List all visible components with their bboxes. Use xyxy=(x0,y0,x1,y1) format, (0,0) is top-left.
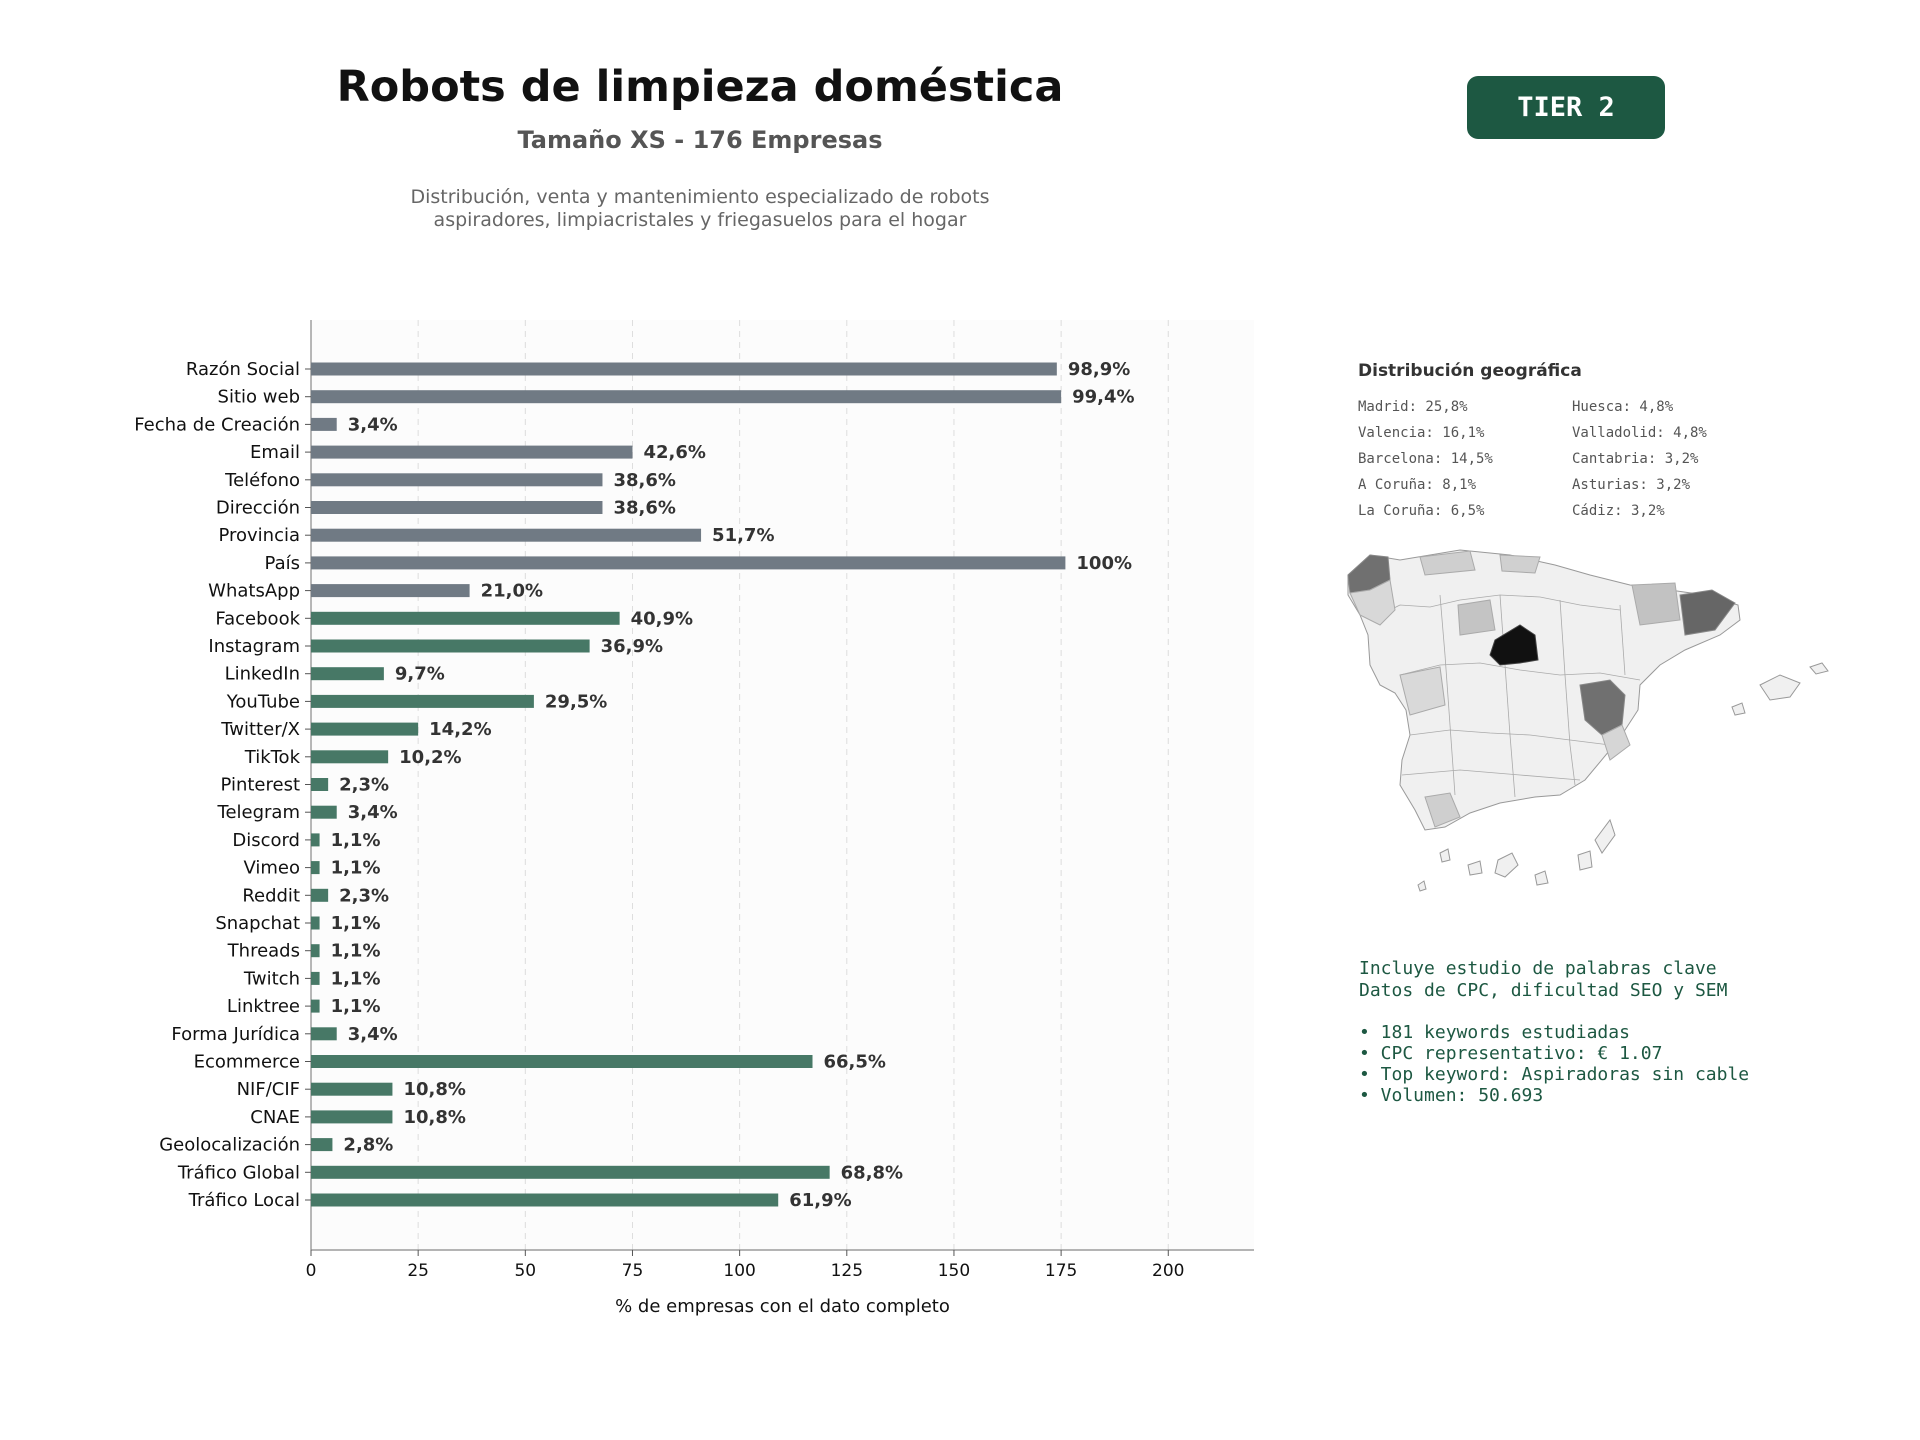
x-tick-label: 150 xyxy=(937,1261,971,1281)
tier-badge: TIER 2 xyxy=(1467,76,1665,139)
category-label: Instagram xyxy=(208,636,300,657)
category-label: Forma Jurídica xyxy=(171,1023,300,1045)
keywords-bullet: • Volumen: 50.693 xyxy=(1359,1085,1544,1106)
category-label: Discord xyxy=(232,829,300,851)
category-label: TikTok xyxy=(244,746,300,768)
data-label: 3,4% xyxy=(347,1023,398,1045)
page-subtitle: Tamaño XS - 176 Empresas xyxy=(517,126,883,154)
data-label: 3,4% xyxy=(347,414,398,436)
spain-map xyxy=(1340,535,1850,905)
map-region-cantabria xyxy=(1500,555,1540,573)
category-label: Facebook xyxy=(215,608,300,630)
bar xyxy=(311,529,701,542)
data-label: 3,4% xyxy=(347,802,398,824)
category-label: Snapchat xyxy=(215,913,300,934)
category-label: Twitch xyxy=(243,968,300,990)
category-label: Razón Social xyxy=(185,359,300,380)
geo-item-left: Valencia: 16,1% xyxy=(1358,425,1485,441)
data-label: 99,4% xyxy=(1072,386,1135,408)
category-label: Pinterest xyxy=(220,774,300,796)
category-label: Reddit xyxy=(242,885,300,907)
bar xyxy=(311,1027,337,1040)
data-label: 21,0% xyxy=(480,580,544,602)
data-label: 36,9% xyxy=(600,636,664,657)
data-label: 2,3% xyxy=(339,885,390,907)
data-label: 98,9% xyxy=(1067,359,1131,380)
bar xyxy=(311,1138,332,1151)
bar xyxy=(311,1166,830,1179)
category-label: Sitio web xyxy=(217,386,300,408)
x-tick-label: 200 xyxy=(1152,1261,1185,1281)
data-label: 1,1% xyxy=(330,996,381,1018)
data-label: 9,7% xyxy=(394,663,445,685)
bar xyxy=(311,972,320,985)
data-label: 66,5% xyxy=(823,1051,886,1073)
category-label: Telegram xyxy=(217,802,300,824)
bar xyxy=(311,667,384,680)
category-label: YouTube xyxy=(226,691,300,713)
category-label: CNAE xyxy=(250,1106,300,1128)
bar xyxy=(311,1110,392,1123)
data-label: 1,1% xyxy=(330,940,381,962)
bar xyxy=(311,806,337,819)
category-label: Ecommerce xyxy=(193,1051,300,1073)
data-label: 61,9% xyxy=(789,1190,852,1211)
map-region-huesca xyxy=(1632,583,1680,625)
category-label: Fecha de Creación xyxy=(134,414,300,436)
x-axis-label: % de empresas con el dato completo xyxy=(615,1296,950,1317)
map-balearics xyxy=(1760,675,1800,700)
bar xyxy=(311,750,388,763)
bar xyxy=(311,861,320,874)
data-label: 10,8% xyxy=(403,1106,466,1128)
bar xyxy=(311,944,320,957)
category-label: Teléfono xyxy=(225,469,300,491)
bar xyxy=(311,1194,778,1207)
bar xyxy=(311,1055,813,1068)
x-tick-label: 125 xyxy=(830,1261,864,1281)
category-label: LinkedIn xyxy=(224,663,300,685)
data-label: 1,1% xyxy=(330,913,381,934)
category-label: Vimeo xyxy=(243,857,300,879)
map-canaries xyxy=(1418,820,1615,891)
category-label: Geolocalización xyxy=(159,1134,300,1156)
category-label: Dirección xyxy=(215,497,300,519)
bar xyxy=(311,501,602,514)
bar xyxy=(311,723,418,736)
bar xyxy=(311,889,328,902)
bar xyxy=(311,418,337,431)
bar xyxy=(311,584,470,597)
category-label: Threads xyxy=(227,940,300,962)
category-label: WhatsApp xyxy=(208,580,300,602)
x-tick-label: 50 xyxy=(514,1261,537,1281)
x-tick-label: 0 xyxy=(305,1261,317,1281)
description-line-1: Distribución, venta y mantenimiento especializado de robots xyxy=(410,186,990,208)
bar xyxy=(311,1000,320,1013)
bar xyxy=(311,446,632,459)
bar xyxy=(311,390,1061,403)
geo-item-right: Cádiz: 3,2% xyxy=(1572,503,1665,519)
data-label: 68,8% xyxy=(840,1162,904,1184)
data-label: 10,8% xyxy=(403,1079,466,1101)
geo-item-right: Cantabria: 3,2% xyxy=(1572,451,1699,467)
category-label: Twitter/X xyxy=(221,719,300,741)
keywords-bullet: • 181 keywords estudiadas xyxy=(1359,1022,1630,1043)
bar xyxy=(311,363,1057,376)
x-tick-label: 100 xyxy=(723,1261,756,1281)
data-label: 10,2% xyxy=(399,746,462,768)
category-label: Provincia xyxy=(218,525,300,547)
data-label: 40,9% xyxy=(630,608,694,630)
data-label: 1,1% xyxy=(330,829,381,851)
x-tick-label: 75 xyxy=(621,1261,644,1281)
data-label: 14,2% xyxy=(429,719,492,741)
geo-item-left: Barcelona: 14,5% xyxy=(1358,451,1493,467)
keywords-line-1: Incluye estudio de palabras clave xyxy=(1359,958,1717,979)
category-label: Tráfico Local xyxy=(188,1190,300,1211)
bar xyxy=(311,640,590,653)
category-label: NIF/CIF xyxy=(236,1079,300,1101)
x-tick-label: 25 xyxy=(407,1261,429,1281)
data-label: 38,6% xyxy=(613,497,676,519)
x-tick-label: 175 xyxy=(1044,1261,1078,1281)
bar xyxy=(311,556,1065,569)
data-label: 100% xyxy=(1076,552,1133,574)
geo-item-left: A Coruña: 8,1% xyxy=(1358,477,1477,493)
data-label: 29,5% xyxy=(544,691,608,713)
map-region-valladolid xyxy=(1458,600,1495,635)
bar xyxy=(311,1083,392,1096)
geo-item-right: Valladolid: 4,8% xyxy=(1572,425,1707,441)
bar xyxy=(311,695,534,708)
data-label: 2,3% xyxy=(339,774,390,796)
category-label: Email xyxy=(250,442,300,464)
geo-item-left: Madrid: 25,8% xyxy=(1358,399,1468,415)
bar xyxy=(311,778,328,791)
geo-title: Distribución geográfica xyxy=(1358,361,1582,381)
data-label: 2,8% xyxy=(343,1134,394,1156)
bar xyxy=(311,833,320,846)
data-label: 1,1% xyxy=(330,968,381,990)
geo-item-right: Huesca: 4,8% xyxy=(1572,399,1674,415)
keywords-bullet: • Top keyword: Aspiradoras sin cable xyxy=(1359,1064,1750,1085)
bar xyxy=(311,612,620,625)
data-label: 38,6% xyxy=(613,469,676,491)
description-line-2: aspiradores, limpiacristales y friegasuelos para el hogar xyxy=(433,209,967,231)
keywords-bullet: • CPC representativo: € 1.07 xyxy=(1359,1043,1663,1064)
category-label: Tráfico Global xyxy=(177,1162,300,1184)
page-title: Robots de limpieza doméstica xyxy=(336,62,1064,112)
data-label: 51,7% xyxy=(712,525,775,547)
data-label: 42,6% xyxy=(643,442,706,464)
category-label: País xyxy=(264,552,300,574)
bar xyxy=(311,473,602,486)
category-label: Linktree xyxy=(226,996,300,1018)
data-label: 1,1% xyxy=(330,857,381,879)
geo-item-left: La Coruña: 6,5% xyxy=(1358,503,1485,519)
bar xyxy=(311,917,320,930)
geo-item-right: Asturias: 3,2% xyxy=(1572,477,1691,493)
keywords-line-2: Datos de CPC, dificultad SEO y SEM xyxy=(1359,980,1728,1001)
